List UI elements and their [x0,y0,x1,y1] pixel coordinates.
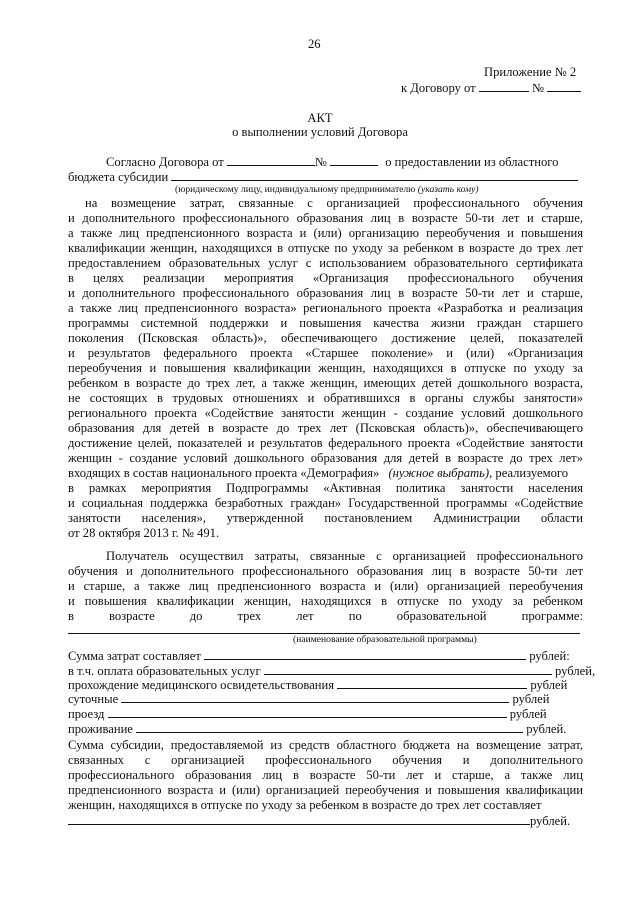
para3-line: связанных с организацией профессионального обучения и дополнительного [68,753,583,767]
para1-line: а также лиц предпенсионного возраста и (или) организацию переобучения и повышения [68,226,583,240]
cost-education-blank [264,663,552,675]
para1-line: женщин - создание условий дошкольного образования для детей в возрасте до трех лет» [68,451,583,465]
para3-line: профессионального образования лиц в возрасте 50-ти лет и старше, а также лиц [68,768,583,782]
para3-line: Сумма субсидии, предоставляемой из средств областного бюджета на возмещение затрат, [68,738,583,752]
cost-living-blank [136,721,523,733]
cost-daily-blank [121,691,509,703]
subsidy-amount-blank [68,813,530,825]
para1-line: в рамках мероприятия Подпрограммы «Активная политика занятости населения [68,481,583,495]
para3-line: женщин, находящихся в отпуске по уходу за ребенком в возрасте до трех лет составляет [68,798,542,812]
document-subtitle: о выполнении условий Договора [232,125,408,139]
appendix-label: Приложение № 2 [484,65,577,79]
cost-medical-blank [337,677,527,689]
para1-line: занятости населения», утвержденной постановлением Администрации области [68,511,583,525]
para1-line: от 28 октября 2013 г. № 491. [68,526,220,540]
cost-travel-row: проезд рублей [68,707,547,721]
cost-total-blank [204,648,526,660]
para3-line: предпенсионного возраста и (или) организацией переобучения и повышения квалификации [68,783,583,797]
agreement-date-blank [227,154,315,166]
para2-line: в возрасте до трех лет по образовательной программе: [68,609,583,623]
para1-line-demography: входящих в состав национального проекта «Демография» (нужное выбрать), реализуемого [68,466,569,480]
para1-line: не состоящих в трудовых отношениях и обратившихся в органы службы занятости» [68,391,583,405]
para1-line: ребенком в возрасте до трех лет, а также женщин, имеющих детей дошкольного возраста, [68,376,583,390]
para1-line: и социальная поддержка безработных граждан» Государственной программы «Содействие [68,496,583,510]
subsidy-amount-row: рублей. [68,813,570,828]
cost-living-row: проживание рублей. [68,722,567,736]
contract-date-blank [479,80,529,92]
para2-line: обучения и дополнительного профессионального образования лиц в возрасте 50-ти лет [68,564,583,578]
cost-medical-row: прохождение медицинского освидетельствования рублей [68,678,568,692]
para1-line: на возмещение затрат, связанные с организацией профессионального обучения [85,196,583,210]
contract-number-blank [547,80,581,92]
para1-line: поколения (Псковская область)», обеспечивающего достижение целей, показателей [68,331,583,345]
para2-line: Получатель осуществил затраты, связанные с организацией профессионального [106,549,583,563]
para1-line: предоставлением образовательных услуг с использованием образовательного сертификата [68,256,583,270]
para1-line: а также лиц предпенсионного возраста» регионального проекта «Разработка и реализация [68,301,583,315]
para1-line: квалификации женщин, находящихся в отпуске по уходу за ребенком в возрасте до трех лет [68,241,583,255]
recipient-blank [171,169,578,181]
para1-line: и дополнительного профессионального образования лиц в возрасте 50-ти лет и старше, [68,211,583,225]
para1-line: переобучения и повышения квалификации женщин, находящихся в отпуске по уходу за [68,361,583,375]
contract-reference: к Договору от № [401,80,581,96]
cost-total-row: Сумма затрат составляет рублей: [68,649,570,663]
para1-line: в целях реализации мероприятия «Организация профессионального обучения [68,271,583,285]
program-name-note: (наименование образовательной программы) [293,634,477,645]
para1-line: образования для детей в возрасте до трех лет (Псковская область)», обеспечивающего [68,421,583,435]
intro-line-2: бюджета субсидии [68,169,578,185]
cost-education-row: в т.ч. оплата образовательных услуг рублей, [68,664,596,678]
para1-line: и дополнительного профессионального образования лиц в возрасте 50-ти лет и старше, [68,286,583,300]
document-title: АКТ [307,111,333,125]
cost-daily-row: суточные рублей [68,692,550,706]
para1-line: достижение целей, показателей и результатов федерального проекта «Содействие занятости [68,436,583,450]
para1-line: регионального проекта «Содействие занятости женщин - создание условий дошкольного [68,406,583,420]
para2-line: и повышения квалификации женщин, находящихся в отпуске по уходу за ребенком [68,594,583,608]
para2-line: и старше, а также лиц предпенсионного возраста и (или) организацией переобучения [68,579,583,593]
para1-line: и результатов федерального проекта «Старшее поколение» и (или) «Организация [68,346,583,360]
page-number: 26 [308,37,321,51]
para1-line: программы системной поддержки и повышения качества жизни граждан старшего [68,316,583,330]
agreement-number-blank [330,154,378,166]
recipient-note: (юридическому лицу, индивидуальному предпринимателю (указать кому) [175,184,479,195]
cost-travel-blank [108,706,507,718]
intro-line-1: Согласно Договора от № о предоставлении из областного [106,155,559,169]
